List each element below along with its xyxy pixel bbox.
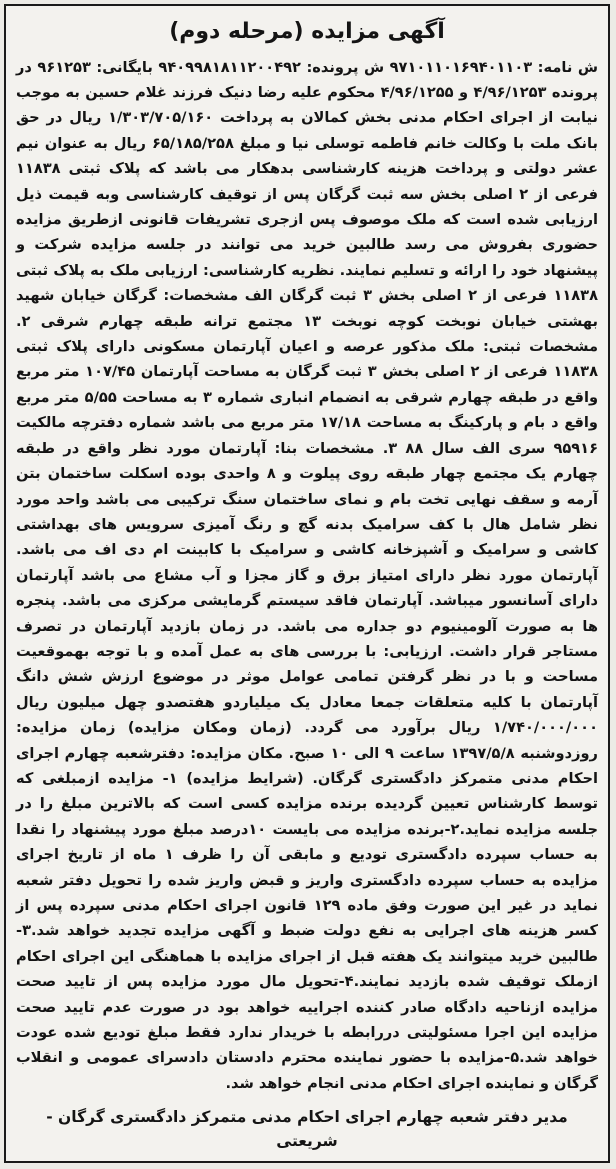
- notice-body: [16, 55, 598, 1097]
- notice-signature: مدیر دفتر شعبه چهارم اجرای احکام مدنی متمرکز دادگستری گرگان - شریعتی: [46, 1108, 568, 1150]
- notice-title: آگهی مزایده (مرحله دوم): [169, 19, 445, 44]
- notice-text: ش نامه: ۹۷۱۰۱۱۰۱۶۹۴۰۱۱۰۳ ش پرونده: ۹۴۰۹۹۸۱۸۱۱۲۰۰۴۹۲ بایگانی: ۹۶۱۲۵۳ در پرونده ۴/۹۶/۱۲۵۳ و ۴/۹۶/۱۲۵۵ محکوم علیه رضا دنیک فرزند غلام حسین به موجب نیابت از اجرای احکام مدنی بخش کمالان به پرداخت ۱/۳۰۳/۷۰۵/۱۶۰ ریال در حق بانک ملت با وکالت خانم فاطمه توسلی نیا و مبلغ ۶۵/۱۸۵/۲۵۸ ریال به عنوان نیم عشر دولتی و پرداخت هزینه کارشناسی بدهکار می باشد که پلاک ثبتی ۱۱۸۳۸ فرعی از ۲ اصلی بخش سه ثبت گرگان پس از توقیف کارشناسی وبه قیمت ذیل ارزیابی شده است که ملک موصوف پس ازجری تشریفات قانونی ازطریق مزایده حضوری بفروش می رسد طالبین خرید می توانند در جلسه مزایده شرکت و پیشنهاد خود را ارائه و تسلیم نمایند. نظریه کارشناسی: ارزیابی ملک به پلاک ثبتی ۱۱۸۳۸ فرعی از ۲ اصلی بخش ۳ ثبت گرگان الف مشخصات: گرگان خیابان شهید بهشتی خیابان نوبخت کوچه نوبخت ۱۳ مجتمع ترانه طبقه چهارم شرقی ۲. مشخصات ثبتی: ملک مذکور عرصه و اعیان آپارتمان مسکونی دارای پلاک ثبتی ۱۱۸۳۸ فرعی از ۲ اصلی بخش ۳ ثبت گرگان به مساحت آپارتمان ۱۰۷/۴۵ متر مربع واقع در طبقه چهارم شرقی به انضمام انباری شماره ۳ به مساحت ۵/۵۵ متر مربع واقع د بام و پارکینگ به مساحت ۱۷/۱۸ متر مربع می باشد شماره دفترچه مالکیت ۹۵۹۱۶ سری الف سال ۸۸ ۳. مشخصات بنا: آپارتمان مورد نظر واقع در طبقه چهارم یک مجتمع چهار طبقه روی پیلوت و ۸ واحدی بوده اسکلت ساختمان بتن آرمه و سقف نهایی تخت بام و نمای ساختمان سنگ ترکیبی می باشد واحد مورد نظر شامل هال با کف سرامیک بدنه گچ و رنگ آمیزی سرویس های بهداشتی کاشی و سرامیک و آشپزخانه کاشی و سرامیک با کابینت ام دی اف می باشد. آپارتمان مورد نظر دارای امتیاز برق و گاز مجزا و آب مشاع می باشد آپارتمان دارای آسانسور میباشد. آپارتمان فاقد سیستم گرمایشی مرکزی می باشد. پنجره ها به صورت آلومینیوم دو جداره می باشد. در زمان بازدید آپارتمان در تصرف مستاجر قرار داشت. ارزیابی: با بررسی های به عمل آمده و با توجه بهموقعیت مساحت و با در نظر گرفتن تمامی عوامل موثر در موضوع ارزش شش دانگ آپارتمان با کلیه متعلقات جمعا معادل یک میلیاردو هفتصدو چهل میلیون ریال ۱/۷۴۰/۰۰۰/۰۰۰ ریال برآورد می گردد. (زمان ومکان مزایده) زمان مزایده: روزدوشنبه ۱۳۹۷/۵/۸ ساعت ۹ الی ۱۰ صبح. مکان مزایده: دفترشعبه چهارم اجرای احکام مدنی متمرکز دادگستری گرگان. (شرایط مزایده) ۱- مزایده ازمبلغی که توسط کارشناس تعیین گردیده برنده مزایده کسی است که بالاترین مبلغ را در جلسه مزایده نماید.۲-برنده مزایده می بایست ۱۰درصد مبلغ مورد پیشنهاد را نقدا به حساب سپرده دادگستری تودیع و مابقی آن را ظرف ۱ ماه از تاریخ اجرای مزایده به حساب سپرده دادگستری واریز و قبض واریز شده را تحویل دفتر شعبه نماید در غیر این صورت وفق ماده ۱۲۹ قانون اجرای احکام مدنی سپرده پس از کسر هزینه های اجرایی به نفع دولت ضبط و آگهی مزایده تجدید خواهد شد.۳-طالبین خرید میتوانند یک هفته قبل از اجرای مزایده با هماهنگی این اجرای احکام ازملک توقیف شده بازدید نمایند.۴-تحویل مال مورد مزایده پس از تایید صحت مزایده ازناحیه دادگاه صادر کننده اجراییه خواهد بود در صورت عدم تایید صحت مزایده این اجرا مسئولیتی دررابطه با خریدار ندارد فقط مبلغ تودیع شده عودت خواهد شد.۵-مزایده با حضور نماینده محترم دادستان دادسرای عمومی و انقلاب گرگان و نماینده اجرای احکام مدنی انجام خواهد شد.: [16, 58, 599, 1092]
- auction-notice: [4, 4, 610, 1163]
